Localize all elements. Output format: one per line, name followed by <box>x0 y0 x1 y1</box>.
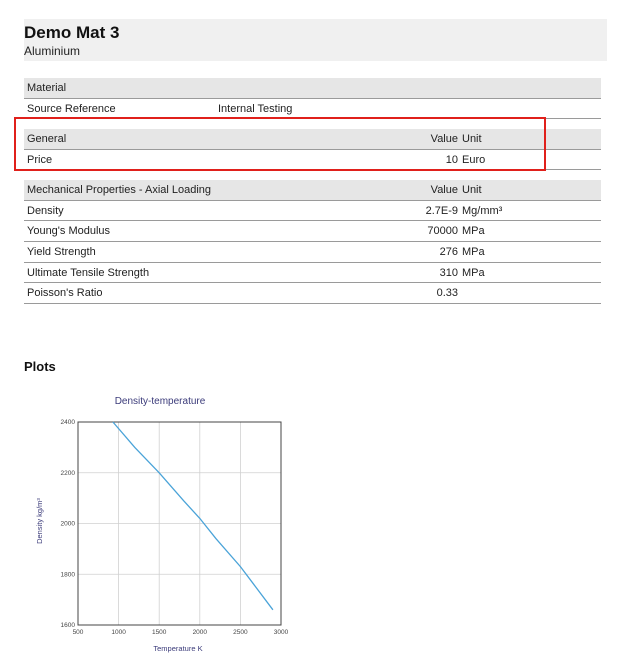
property-name: Price <box>27 153 53 166</box>
x-tick-label: 2000 <box>192 629 208 636</box>
property-value: 10 <box>445 153 458 166</box>
property-unit: MPa <box>462 266 485 279</box>
x-tick-label: 1500 <box>151 629 167 636</box>
plots-heading: Plots <box>24 359 56 374</box>
table-row <box>24 263 601 284</box>
chart-title: Density-temperature <box>114 396 206 407</box>
material-header <box>24 19 607 61</box>
highlight-box <box>14 117 546 171</box>
table-header-label: Mechanical Properties - Axial Loading <box>27 184 212 196</box>
table-header-label: Material <box>27 82 67 94</box>
property-value: Internal Testing <box>218 102 293 115</box>
y-tick-label: 2000 <box>60 520 75 528</box>
property-value: 70000 <box>427 225 458 238</box>
table-row <box>24 221 601 242</box>
table-header-row <box>24 180 601 201</box>
property-value: 310 <box>439 266 458 279</box>
property-unit: MPa <box>462 246 485 259</box>
property-unit: Euro <box>462 153 486 166</box>
material-table <box>24 78 601 119</box>
property-unit: MPa <box>462 225 485 238</box>
property-name: Young's Modulus <box>27 225 111 238</box>
series-line <box>113 422 273 610</box>
x-tick-label: 2500 <box>233 629 248 636</box>
unit-column-header: Unit <box>462 184 482 196</box>
property-name: Yield Strength <box>27 246 96 259</box>
property-value: 276 <box>439 246 458 259</box>
property-value: 2.7E-9 <box>425 204 458 217</box>
unit-column-header: Unit <box>462 133 482 145</box>
table-header-label: General <box>27 133 67 145</box>
table-header-row <box>24 78 601 99</box>
page-title: Demo Mat 3 <box>24 23 120 42</box>
y-tick-label: 1600 <box>60 622 75 629</box>
property-name: Density <box>27 204 64 217</box>
material-subtitle: Aluminium <box>24 44 81 58</box>
y-tick-label: 1800 <box>60 571 75 579</box>
value-column-header: Value <box>430 133 458 145</box>
property-name: Ultimate Tensile Strength <box>27 266 150 279</box>
table-row <box>24 201 601 222</box>
x-tick-label: 500 <box>72 629 84 636</box>
y-axis-label: Density kg/m³ <box>35 498 44 544</box>
chart-ticks <box>61 419 289 636</box>
y-tick-label: 2200 <box>60 469 75 477</box>
density-temperature-chart <box>0 380 320 660</box>
x-tick-label: 3000 <box>273 629 289 636</box>
property-unit: Mg/mm³ <box>462 204 503 217</box>
mechanical-table <box>24 180 601 304</box>
chart-grid <box>78 422 281 625</box>
property-value: 0.33 <box>436 287 458 300</box>
property-name: Poisson's Ratio <box>27 287 103 300</box>
table-row <box>24 283 601 304</box>
x-axis-label: Temperature K <box>153 644 203 653</box>
table-row <box>24 242 601 263</box>
x-tick-label: 1000 <box>111 629 126 636</box>
y-tick-label: 2400 <box>60 419 75 426</box>
value-column-header: Value <box>430 184 458 196</box>
property-name: Source Reference <box>27 102 116 115</box>
